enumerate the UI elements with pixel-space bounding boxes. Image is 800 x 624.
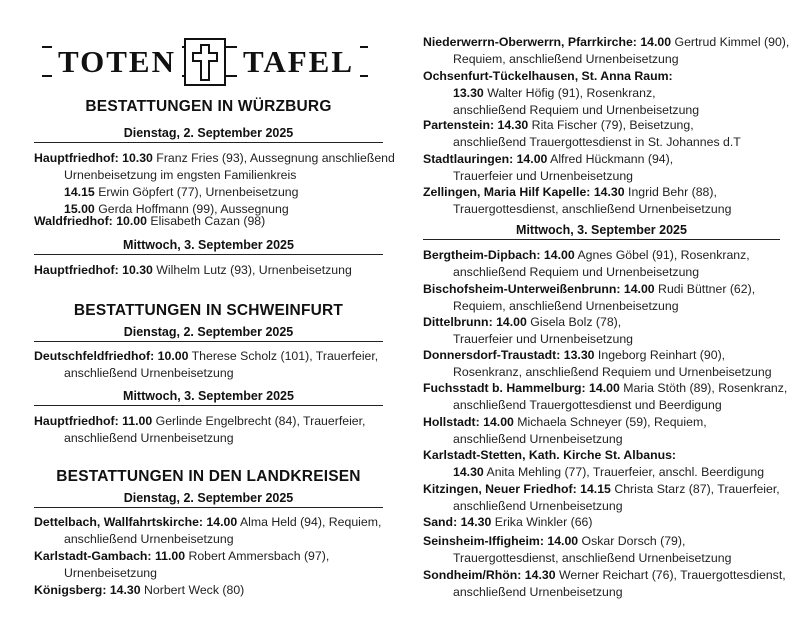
toten-tafel-header xyxy=(42,36,368,89)
date-heading: Mittwoch, 3. September 2025 xyxy=(34,389,383,406)
funeral-entry: Fuchsstadt b. Hammelburg: 14.00 Maria Stöth (89), Rosenkranz, anschließend Trauergottesdienst und Beerdigung xyxy=(423,381,788,412)
header-word-tafel: TAFEL xyxy=(237,44,360,80)
funeral-entry: Seinsheim-Iffigheim: 14.00 Oskar Dorsch (79), Trauergottesdienst, anschließend Urnenbeisetzung xyxy=(423,534,732,565)
funeral-entry: Bischofsheim-Unterweißenbrunn: 14.00 Rudi Büttner (62), Requiem, anschließend Urnenbeisetzung xyxy=(423,282,756,313)
funeral-entry: Hauptfriedhof: 11.00 Gerlinde Engelbrecht (84), Trauerfeier, anschließend Urnenbeisetzung xyxy=(34,414,366,445)
date-heading: Dienstag, 2. September 2025 xyxy=(34,126,383,143)
funeral-entry: Sand: 14.30 Erika Winkler (66) xyxy=(423,515,593,529)
funeral-entry: Karlstadt-Stetten, Kath. Kirche St. Albanus: 14.30 Anita Mehling (77), Trauerfeier, anschl. Beerdigung xyxy=(423,448,765,479)
funeral-entry: Partenstein: 14.30 Rita Fischer (79), Beisetzung, anschließend Trauergottesdienst in St. Johannes d.T xyxy=(423,118,741,149)
date-heading: Dienstag, 2. September 2025 xyxy=(34,491,383,508)
section-title-wuerzburg: BESTATTUNGEN IN WÜRZBURG xyxy=(85,98,332,115)
funeral-entry: Niederwerrn-Oberwerrn, Pfarrkirche: 14.00 Gertrud Kimmel (90), Requiem, anschließend Urnenbeisetzung xyxy=(423,35,790,66)
funeral-entry: Karlstadt-Gambach: 11.00 Robert Ammersbach (97), Urnenbeisetzung xyxy=(34,549,330,580)
funeral-entry: Deutschfeldfriedhof: 10.00 Therese Scholz (101), Trauerfeier, anschließend Urnenbeisetzung xyxy=(34,349,379,380)
funeral-entry: Kitzingen, Neuer Friedhof: 14.15 Christa Starz (87), Trauerfeier, anschließend Urnenbeisetzung xyxy=(423,482,780,513)
funeral-entry: Hauptfriedhof: 10.30 Franz Fries (93), Aussegnung anschließend Urnenbeisetzung im engsten Familienkreis 14.15 Erwin Göpfert (77), Urnenbeisetzung 15.00 Gerda Hoffmann (99), Aussegnung xyxy=(34,151,395,216)
section-title-schweinfurt: BESTATTUNGEN IN SCHWEINFURT xyxy=(73,302,344,319)
cross-icon xyxy=(184,38,226,86)
funeral-entry: Hauptfriedhof: 10.30 Wilhelm Lutz (93), Urnenbeisetzung xyxy=(34,263,352,277)
funeral-entry: Waldfriedhof: 10.00 Elisabeth Cazan (98) xyxy=(34,214,266,228)
funeral-entry: Königsberg: 14.30 Norbert Weck (80) xyxy=(34,583,245,597)
funeral-entry: Stadtlauringen: 14.00 Alfred Hückmann (94), Trauerfeier und Urnenbeisetzung xyxy=(423,152,674,183)
date-heading: Mittwoch, 3. September 2025 xyxy=(34,238,383,255)
funeral-entry: Zellingen, Maria Hilf Kapelle: 14.30 Ingrid Behr (88), Trauergottesdienst, anschließend Urnenbeisetzung xyxy=(423,185,732,216)
funeral-entry: Dettelbach, Wallfahrtskirche: 14.00 Alma Held (94), Requiem, anschließend Urnenbeisetzung xyxy=(34,515,382,546)
funeral-entry: Hollstadt: 14.00 Michaela Schneyer (59), Requiem, anschließend Urnenbeisetzung xyxy=(423,415,707,446)
funeral-entry: Donnersdorf-Traustadt: 13.30 Ingeborg Reinhart (90), Rosenkranz, anschließend Requiem und Urnenbeisetzung xyxy=(423,348,772,379)
header-word-toten: TOTEN xyxy=(52,44,182,80)
funeral-entry: Sondheim/Rhön: 14.30 Werner Reichart (76), Trauergottesdienst, anschließend Urnenbeisetzung xyxy=(423,568,786,599)
funeral-entry: Dittelbrunn: 14.00 Gisela Bolz (78), Trauerfeier und Urnenbeisetzung xyxy=(423,315,634,346)
date-heading: Mittwoch, 3. September 2025 xyxy=(423,223,780,240)
funeral-entry: Bergtheim-Dipbach: 14.00 Agnes Göbel (91), Rosenkranz, anschließend Requiem und Urnenbeisetzung xyxy=(423,248,750,279)
date-heading: Dienstag, 2. September 2025 xyxy=(34,325,383,342)
section-title-landkreise: BESTATTUNGEN IN DEN LANDKREISEN xyxy=(56,468,361,485)
funeral-entry: Ochsenfurt-Tückelhausen, St. Anna Raum: 13.30 Walter Höfig (91), Rosenkranz, anschließend Requiem und Urnenbeisetzung xyxy=(423,69,700,117)
